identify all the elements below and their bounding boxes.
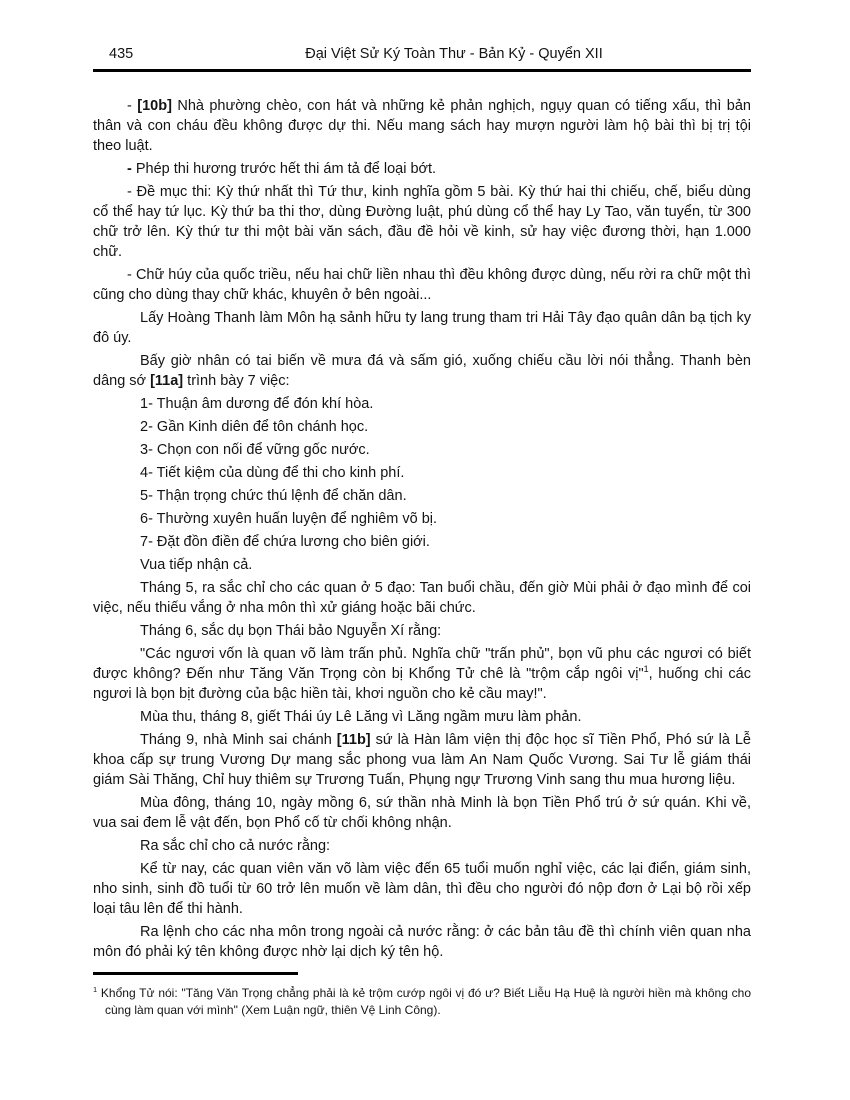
paragraph xyxy=(93,836,751,856)
text-segment: Nhà phường chèo, con hát và những kẻ phản nghịch, ngụy quan có tiếng xấu, thì bản thân và con cháu đều không được dự thi. Nếu mang sách hay mượn người làm hộ bài thì bị trị tội theo luật. xyxy=(93,98,751,154)
text-segment: - Đề mục thi: Kỳ thứ nhất thì Tứ thư, kinh nghĩa gồm 5 bài. Kỳ thứ hai thi chiếu, chế, biểu dùng cổ thể hay tứ lục. Kỳ thứ ba thi thơ, dùng Đường luật, phú dùng cổ thể hay Ly Tao, văn tuyển, từ 300 chữ trở lên. Kỳ thứ tư thi một bài văn sách, đầu đề hỏi về kinh, sử hay việc đương thời, hạn 1.000 chữ. xyxy=(93,184,751,260)
text-segment: Khổng Tử nói: "Tăng Văn Trọng chẳng phải là kẻ trộm cướp ngôi vị đó ư? Biết Liễu Hạ Huệ là người hiền mà không cho cùng làm quan với mình" (Xem Luận ngữ, thiên Vệ Linh Công). xyxy=(97,986,751,1017)
text-segment: "Các ngươi vốn là quan võ làm trấn phủ. Nghĩa chữ "trấn phủ", bọn vũ phu các ngươi có biết được không? Đến như Tăng Văn Trọng còn bị Khổng Tử chê là "trộm cắp ngôi vị" xyxy=(93,646,751,682)
text-segment: Tháng 6, sắc dụ bọn Thái bảo Nguyễn Xí rằng: xyxy=(140,623,442,639)
paragraph xyxy=(93,308,751,348)
header-rule xyxy=(93,69,751,72)
folio-marker: [11a] xyxy=(150,373,184,389)
paragraph xyxy=(93,509,751,529)
paragraph xyxy=(93,440,751,460)
text-segment: - Chữ húy của quốc triều, nếu hai chữ liền nhau thì đều không được dùng, nếu rời ra chữ một thì cũng cho dùng thay chữ khác, khuyên ở bên ngoài... xyxy=(93,267,751,303)
paragraph xyxy=(93,578,751,618)
text-segment: Tháng 5, ra sắc chỉ cho các quan ở 5 đạo: Tan buổi chầu, đến giờ Mùi phải ở đạo mình để coi việc, nếu thiếu vắng ở nha môn thì xử giáng hoặc bãi chức. xyxy=(93,580,751,616)
footnote-rule xyxy=(93,972,298,975)
page-number: 435 xyxy=(109,46,134,62)
paragraph xyxy=(93,730,751,790)
paragraph xyxy=(93,394,751,414)
paragraph xyxy=(93,644,751,704)
paragraph xyxy=(93,486,751,506)
text-segment: - xyxy=(127,98,138,114)
text-segment: Bấy giờ nhân có tai biến về mưa đá và sấm gió, xuống chiếu cầu lời nói thẳng. Thanh bèn dâng sớ xyxy=(93,353,751,389)
text-segment: 4- Tiết kiệm của dùng để thi cho kinh phí. xyxy=(140,465,405,481)
paragraph xyxy=(93,859,751,919)
footnote-ref: 1 xyxy=(93,985,98,994)
paragraph xyxy=(93,555,751,575)
paragraph xyxy=(93,417,751,437)
text-segment: , huống chi các ngươi là bọn bịt đường của bậc hiền tài, khơi nguồn cho kẻ cầu may!". xyxy=(93,666,751,702)
paragraph xyxy=(93,265,751,305)
paragraph xyxy=(93,159,751,179)
text-segment: 6- Thường xuyên huấn luyện để nghiêm võ bị. xyxy=(140,511,438,527)
paragraph xyxy=(93,96,751,156)
text-segment: Tháng 9, nhà Minh sai chánh xyxy=(140,732,337,748)
paragraph xyxy=(93,707,751,727)
text-segment: sứ là Hàn lâm viện thị độc học sĩ Tiền Phổ, Phó sứ là Lễ khoa cấp sự trung Vương Dự mang sắc phong vua làm An Nam Quốc Vương. Sai Tư lễ giám thái giám Sài Thăng, Chỉ huy thiêm sự Trương Tuấn, Phụng ngự Trương Vinh sang thu mua hương liệu. xyxy=(93,732,751,788)
paragraph xyxy=(93,793,751,833)
text-segment: Mùa đông, tháng 10, ngày mồng 6, sứ thần nhà Minh là bọn Tiền Phổ trú ở sứ quán. Khi về, vua sai đem lễ vật đến, bọn Phổ cố từ chối không nhận. xyxy=(93,795,751,831)
footnote-ref: 1 xyxy=(643,664,649,675)
text-segment: 7- Đặt đồn điền để chứa lương cho biên giới. xyxy=(140,534,430,550)
paragraph xyxy=(93,463,751,483)
text-segment: Ra sắc chỉ cho cả nước rằng: xyxy=(140,838,331,854)
folio-marker: [11b] xyxy=(336,732,371,748)
text-segment: 1- Thuận âm dương để đón khí hòa. xyxy=(140,396,374,412)
folio-marker: - xyxy=(127,161,136,177)
text-segment: 3- Chọn con nối để vững gốc nước. xyxy=(140,442,370,458)
body-content xyxy=(93,96,751,962)
paragraph xyxy=(93,351,751,391)
paragraph xyxy=(93,532,751,552)
folio-marker: [10b] xyxy=(137,98,172,114)
paragraph xyxy=(93,621,751,641)
text-segment: Ra lệnh cho các nha môn trong ngoài cả nước rằng: ở các bản tâu đề thì chính viên quan nha môn đó phải ký tên không được nhờ lại dịch ký tên hộ. xyxy=(93,924,751,960)
paragraph xyxy=(93,922,751,962)
page-header xyxy=(93,44,751,64)
text-segment: Phép thi hương trước hết thi ám tả để loại bớt. xyxy=(135,161,437,177)
text-segment: Kể từ nay, các quan viên văn võ làm việc đến 65 tuổi muốn nghỉ việc, các lại điển, giám sinh, nho sinh, sinh đồ tuổi từ 60 trở lên muốn về làm dân, thì đều cho người đó nộp đơn ở Lại bộ rồi xếp loại tâu lên để thi hành. xyxy=(93,861,751,917)
text-segment: 5- Thận trọng chức thú lệnh để chăn dân. xyxy=(140,488,407,504)
text-segment: 2- Gần Kinh diên để tôn chánh học. xyxy=(140,419,369,435)
text-segment: Lấy Hoàng Thanh làm Môn hạ sảnh hữu ty lang trung tham tri Hải Tây đạo quân dân bạ tịch ky đô úy. xyxy=(93,310,751,346)
paragraph xyxy=(93,182,751,262)
text-segment: Vua tiếp nhận cả. xyxy=(140,557,253,573)
footnote-text xyxy=(93,985,751,1019)
page-title: Đại Việt Sử Ký Toàn Thư - Bản Kỷ - Quyển XII xyxy=(305,46,603,62)
text-segment: trình bày 7 việc: xyxy=(183,373,290,389)
text-segment: Mùa thu, tháng 8, giết Thái úy Lê Lăng vì Lăng ngầm mưu làm phản. xyxy=(140,709,582,725)
